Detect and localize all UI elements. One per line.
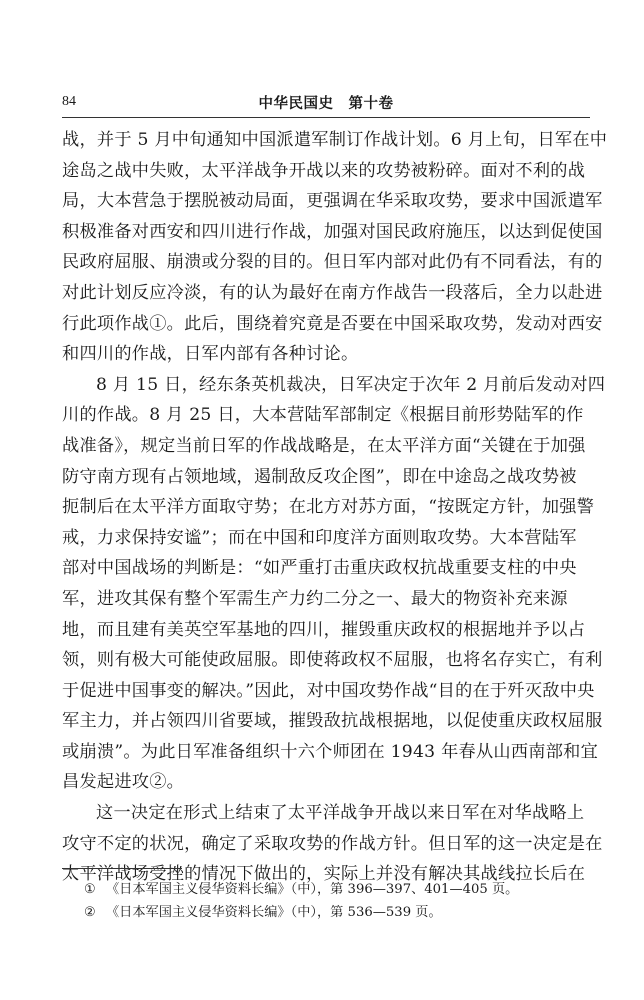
footnote-text: 《日本军国主义侵华资料长编》（中），第 536—539 页。 <box>106 905 442 920</box>
header-rule <box>62 117 590 118</box>
text-line: 民政府屈服、崩溃或分裂的目的。但日军内部对此仍有不同看法，有的 <box>62 252 603 273</box>
text-line: 部对中国战场的判断是：“如严重打击重庆政权抗战重要支柱的中央 <box>62 558 577 579</box>
paragraph <box>62 125 608 370</box>
footnote-separator <box>62 868 182 869</box>
text-line: 领，则有极大可能使政屈服。即使蒋政权不屈服，也将名存实亡，有利 <box>62 650 603 671</box>
footnote-text: 《日本军国主义侵华资料长编》（中），第 396—397、401—405 页。 <box>106 882 519 897</box>
text-line: 或崩溃”。为此日军准备组织十六个师团在 1943 年春从山西南部和宜 <box>62 741 599 762</box>
text-line: 积极准备对西安和四川进行作战，加强对国民政府施压，以达到促使国 <box>62 221 603 242</box>
text-line: 昌发起进攻②。 <box>62 772 185 793</box>
text-line: 防守南方现有占领地域，遏制敌反攻企图”，即在中途岛之战攻势被 <box>62 466 577 487</box>
text-line: 途岛之战中失败，太平洋战争开战以来的攻势被粉碎。面对不利的战 <box>62 160 586 181</box>
text-line: 扼制后在太平洋方面取守势；在北方对苏方面，“按既定方针，加强警 <box>62 497 595 518</box>
page-number: 84 <box>62 94 76 109</box>
text-line: 军，进攻其保有整个军需生产力约二分之一、最大的物资补充来源 <box>62 588 568 609</box>
text-line: 太平洋战场受挫的情况下做出的，实际上并没有解决其战线拉长后在 <box>62 864 586 885</box>
text-line: 8 月 15 日，经东条英机裁决，日军决定于次年 2 月前后发动对四 <box>96 374 606 395</box>
text-line: 和四川的作战，日军内部有各种讨论。 <box>62 344 359 365</box>
body-text <box>62 125 608 890</box>
text-line: 地，而且建有美英空军基地的四川，摧毁重庆政权的根据地并予以占 <box>62 619 586 640</box>
text-line: 戒，力求保持安谧”；而在中国和印度洋方面则取攻势。大本营陆军 <box>62 527 577 548</box>
text-line: 于促进中国事变的解决。”因此，对中国攻势作战“目的在于歼灭敌中央 <box>62 680 595 701</box>
footnote-mark: ② <box>84 905 96 920</box>
text-line: 战准备》，规定当前日军的作战战略是，在太平洋方面“关键在于加强 <box>62 435 586 456</box>
text-line: 攻守不定的状况，确定了采取攻势的作战方针。但日军的这一决定是在 <box>62 833 603 854</box>
footnote <box>84 878 584 901</box>
paragraph <box>62 798 603 890</box>
footnotes <box>84 878 584 924</box>
text-line: 军主力，并占领四川省要域，摧毁敌抗战根据地，以促使重庆政权屈服 <box>62 711 603 732</box>
page-header <box>62 92 590 114</box>
text-line: 行此项作战①。此后，围绕着究竟是否要在中国采取攻势，发动对西安 <box>62 313 603 334</box>
text-line: 对此计划反应冷淡，有的认为最好在南方作战告一段落后，全力以赴进 <box>62 282 603 303</box>
text-line: 局，大本营急于摆脱被动局面，更强调在华采取攻势，要求中国派遣军 <box>62 191 603 212</box>
text-line: 川的作战。8 月 25 日，大本营陆军部制定《根据目前形势陆军的作 <box>62 405 584 426</box>
text-line: 战，并于 5 月中旬通知中国派遣军制订作战计划。6 月上旬，日军在中 <box>62 130 608 150</box>
running-title: 中华民国史 第十卷 <box>258 95 394 112</box>
paragraph <box>62 370 606 798</box>
text-line: 这一决定在形式上结束了太平洋战争开战以来日军在对华战略上 <box>96 803 585 824</box>
footnote-mark: ① <box>84 882 96 897</box>
footnote <box>84 901 584 924</box>
